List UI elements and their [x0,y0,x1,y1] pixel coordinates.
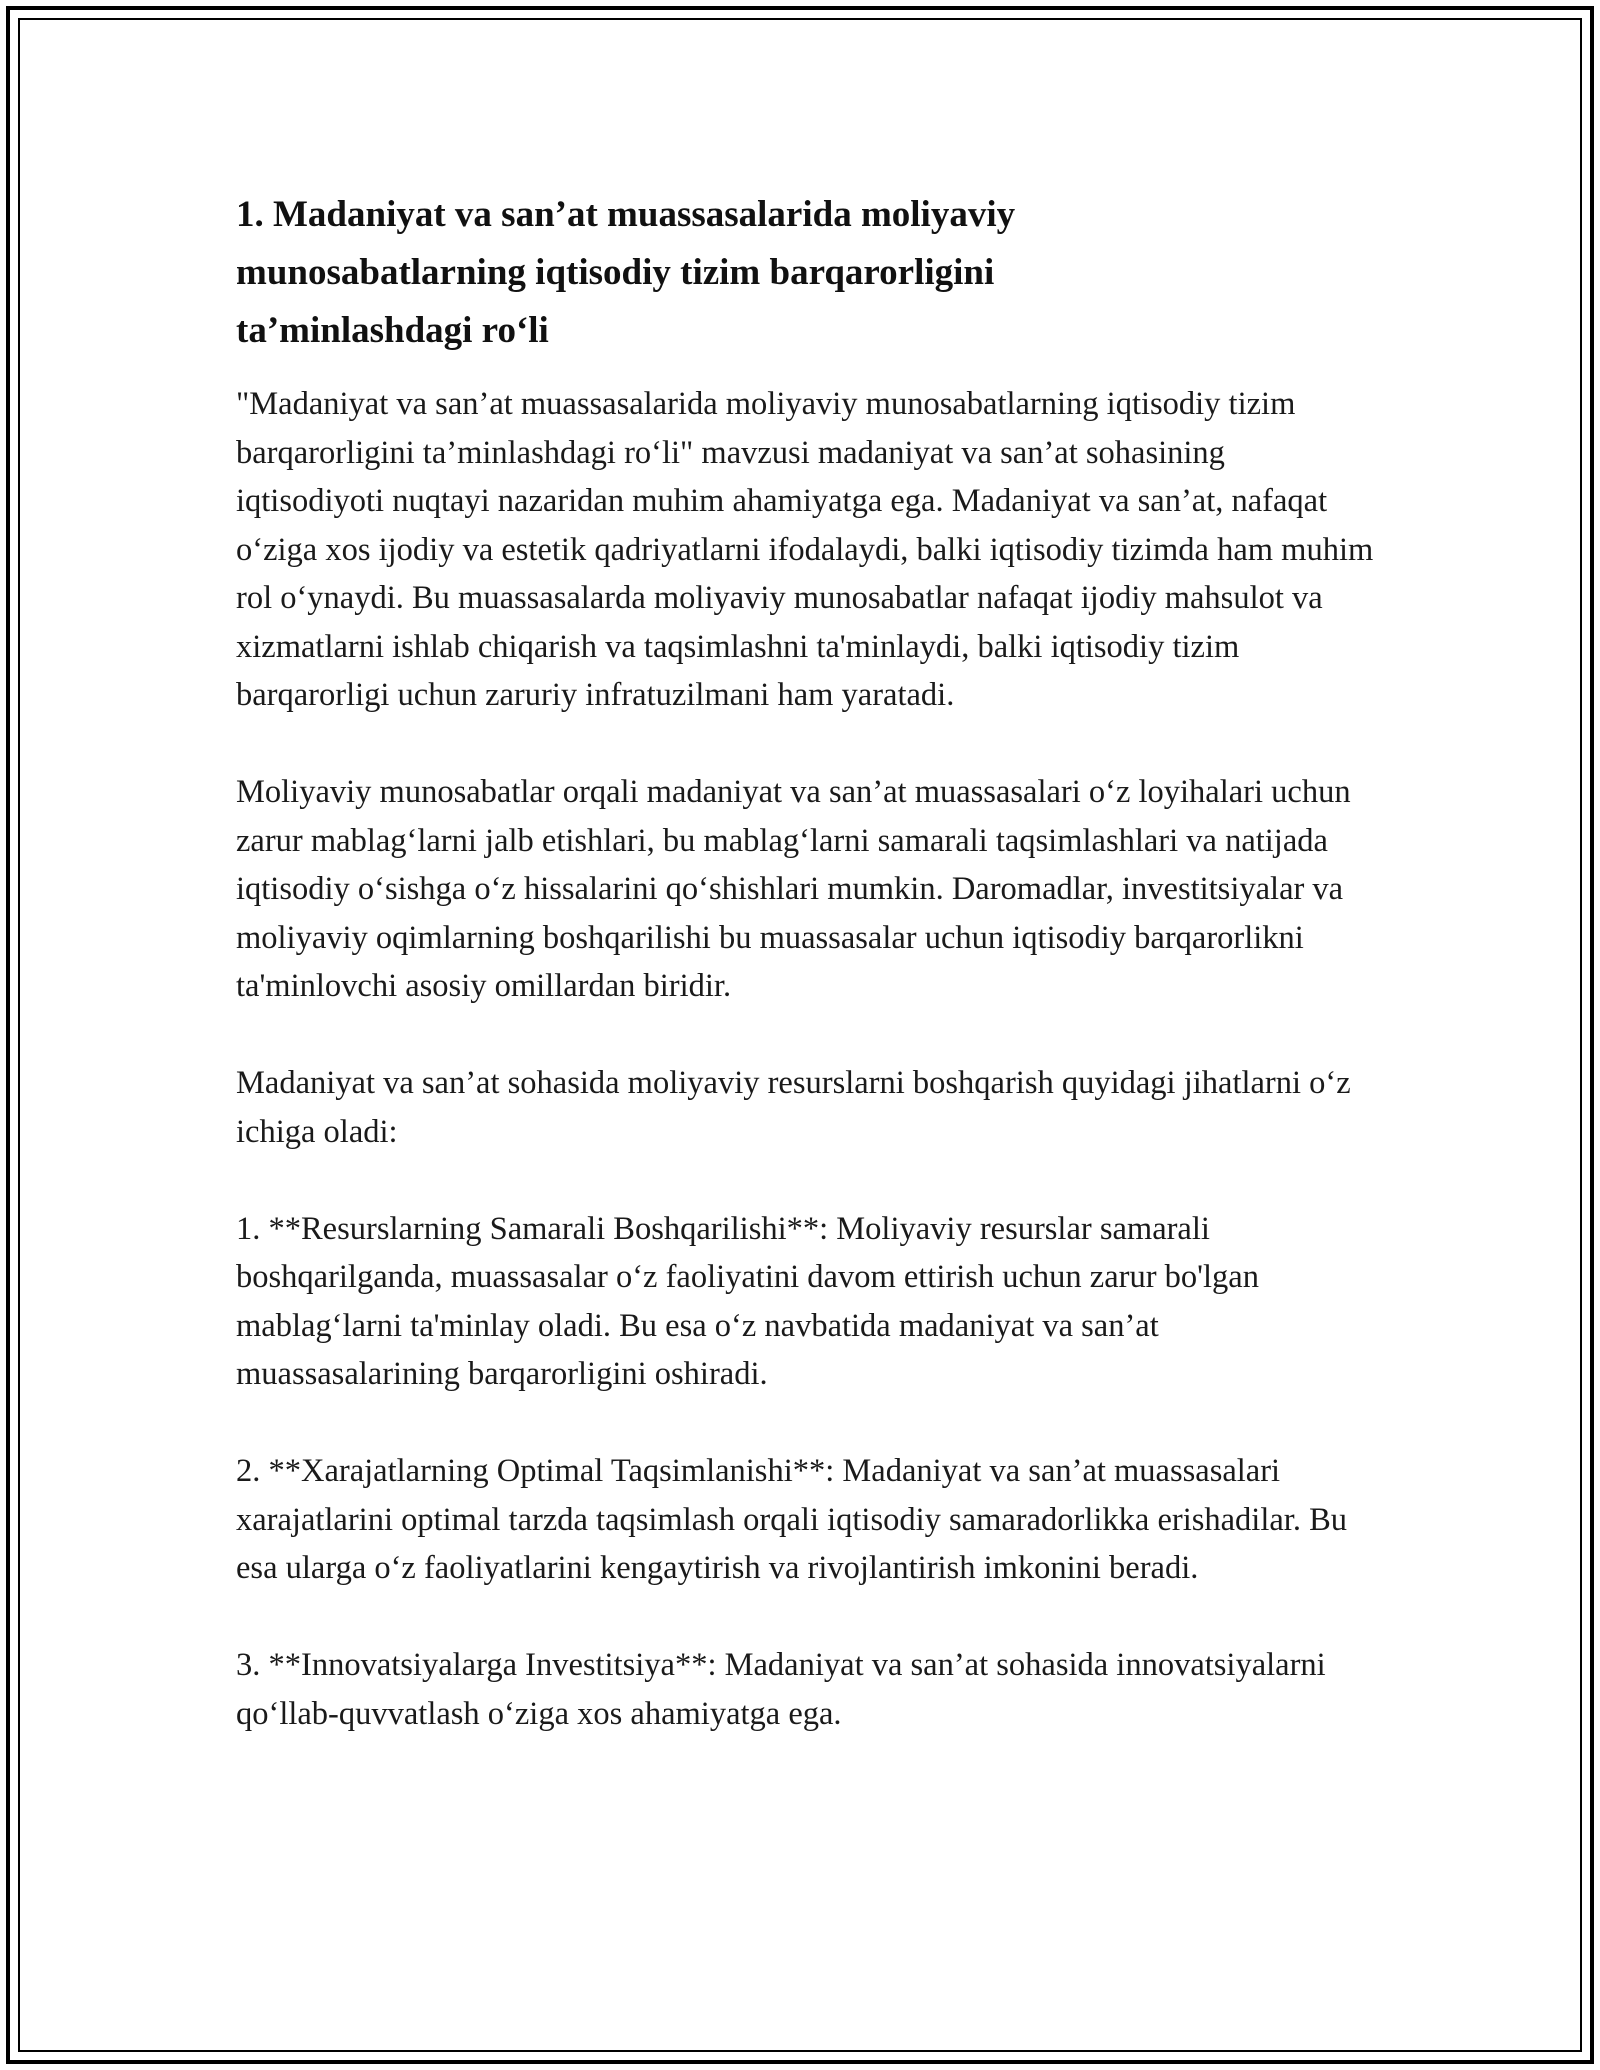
heading-line-3: ta’minlashdagi ro‘li [236,310,549,351]
paragraph-list-intro: Madaniyat va san’at sohasida moliyaviy resurslarni boshqarish quyidagi jihatlarni o‘z ichiga oladi: [236,1065,1351,1150]
section-heading [236,186,1376,360]
list-item-2: 2. **Xarajatlarning Optimal Taqsimlanishi**: Madaniyat va san’at muassasalari xarajatlarini optimal tarzda taqsimlash orqali iqtisodiy samaradorlikka erishadilar. Bu esa ularga o‘z faoliyatlarini kengaytirish va rivojlantirish imkonini beradi. [236,1453,1347,1586]
heading-line-1: 1. Madaniyat va san’at muassasalarida moliyaviy [236,194,1016,235]
document-body [236,186,1376,1738]
heading-line-2: munosabatlarning iqtisodiy tizim barqarorligini [236,252,995,293]
paragraph-financial-relations: Moliyaviy munosabatlar orqali madaniyat va san’at muassasalari o‘z loyihalari uchun zarur mablag‘larni jalb etishlari, bu mablag‘larni samarali taqsimlashlari va natijada iqtisodiy o‘sishga o‘z hissalarini qo‘shishlari mumkin. Daromadlar, investitsiyalar va moliyaviy oqimlarning boshqarilishi bu muassasalar uchun iqtisodiy barqarorlikni ta'minlovchi asosiy omillardan biridir. [236,774,1351,1004]
paragraph-intro: "Madaniyat va san’at muassasalarida moliyaviy munosabatlarning iqtisodiy tizim barqarorligini ta’minlashdagi ro‘li" mavzusi madaniyat va san’at sohasining iqtisodiyoti nuqtayi nazaridan muhim ahamiyatga ega. Madaniyat va san’at, nafaqat o‘ziga xos ijodiy va estetik qadriyatlarni ifodalaydi, balki iqtisodiy tizimda ham muhim rol o‘ynaydi. Bu muassasalarda moliyaviy munosabatlar nafaqat ijodiy mahsulot va xizmatlarni ishlab chiqarish va taqsimlashni ta'minlaydi, balki iqtisodiy tizim barqarorligi uchun zaruriy infratuzilmani ham yaratadi. [236,386,1374,713]
list-item-3: 3. **Innovatsiyalarga Investitsiya**: Madaniyat va san’at sohasida innovatsiyalarni qo‘llab-quvvatlash o‘ziga xos ahamiyatga ega. [236,1647,1326,1732]
list-item-1: 1. **Resurslarning Samarali Boshqarilishi**: Moliyaviy resurslar samarali boshqarilganda, muassasalar o‘z faoliyatini davom ettirish uchun zarur bo'lgan mablag‘larni ta'minlay oladi. Bu esa o‘z navbatida madaniyat va san’at muassasalarining barqarorligini oshiradi. [236,1210,1259,1392]
